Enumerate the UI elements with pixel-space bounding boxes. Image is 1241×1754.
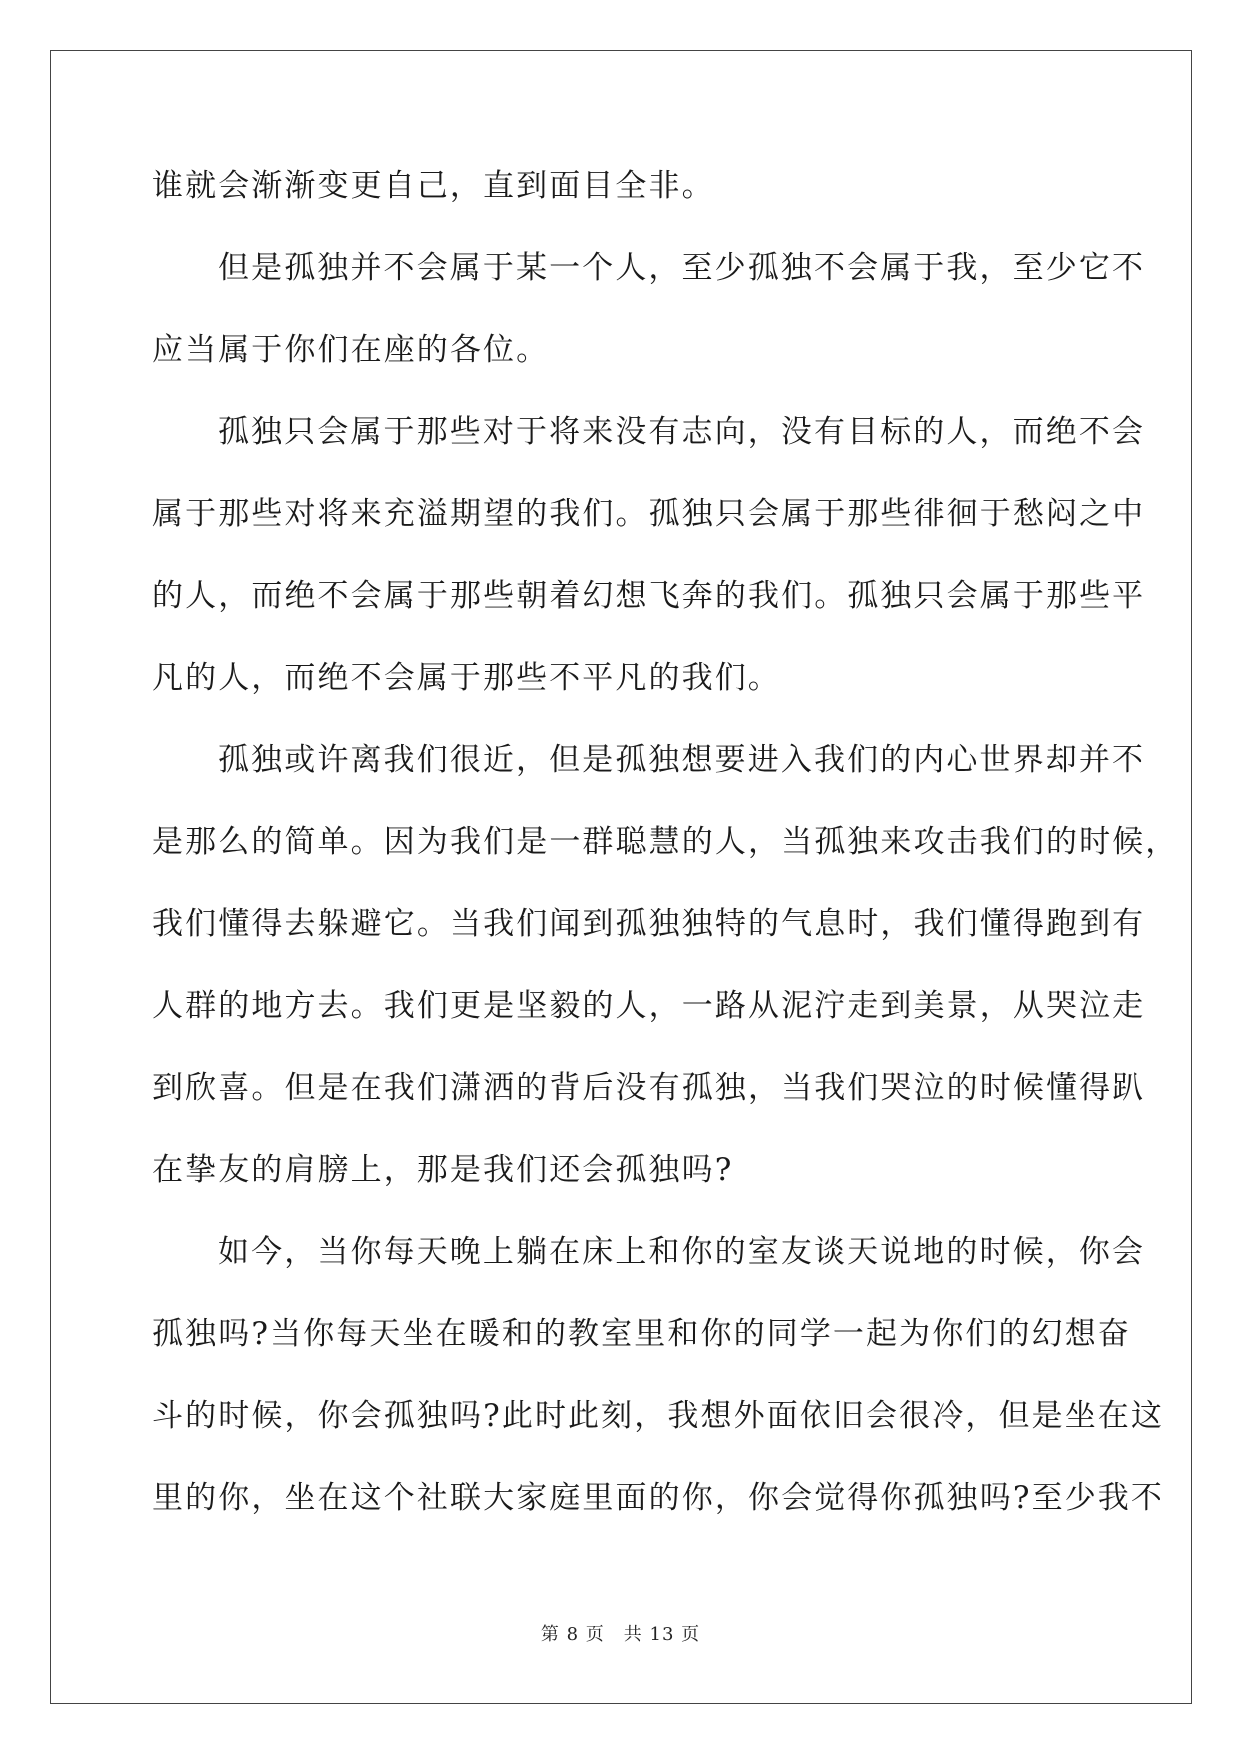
text-line: 的 人 ， 而 绝 不 会 属 于 那 些 朝 着 幻 想 飞 奔 的 我 们 。 孤 独 只 会 属 于 那 些 平: [152, 578, 1146, 614]
text-line: 到 欣 喜 。 但 是 在 我 们 潇 洒 的 背 后 没 有 孤 独 ， 当 我 们 哭 泣 的 时 候 懂 得 趴: [152, 1070, 1146, 1106]
text-line: 孤 独 或 许 离 我 们 很 近 ， 但 是 孤 独 想 要 进 入 我 们 的 内 心 世 界 却 并 不: [218, 742, 1146, 778]
text-line: 孤 独 吗 ? 当 你 每 天 坐 在 暖 和 的 教 室 里 和 你 的 同 学 一 起 为 你 们 的 幻 想 奋: [152, 1316, 1131, 1352]
text-line: 如 今 ， 当 你 每 天 晚 上 躺 在 床 上 和 你 的 室 友 谈 天 说 地 的 时 候 ， 你 会: [218, 1234, 1146, 1270]
text-line: 在挚友的肩膀上，那是我们还会孤独吗?: [152, 1152, 734, 1188]
text-line: 凡的人，而绝不会属于那些不平凡的我们。: [152, 660, 781, 696]
page-number: 第 8 页 共 13 页: [540, 1624, 701, 1645]
text-line: 人 群 的 地 方 去 。 我 们 更 是 坚 毅 的 人 ， 一 路 从 泥 泞 走 到 美 景 ， 从 哭 泣 走: [152, 988, 1146, 1024]
text-line: 属 于 那 些 对 将 来 充 溢 期 望 的 我 们 。 孤 独 只 会 属 于 那 些 徘 徊 于 愁 闷 之 中: [152, 496, 1146, 532]
text-line: 谁就会渐渐变更自己，直到面目全非。: [152, 168, 715, 204]
text-line: 斗 的 时 候 ， 你 会 孤 独 吗 ? 此 时 此 刻 ， 我 想 外 面 依 旧 会 很 冷 ， 但 是 坐 在 这: [152, 1398, 1165, 1434]
document-body: [152, 145, 1179, 1539]
text-line: 我 们 懂 得 去 躲 避 它 。 当 我 们 闻 到 孤 独 独 特 的 气 息 时 ， 我 们 懂 得 跑 到 有: [152, 906, 1146, 942]
text-line: 应当属于你们在座的各位。: [152, 332, 550, 368]
text-line: 但 是 孤 独 并 不 会 属 于 某 一 个 人 ， 至 少 孤 独 不 会 属 于 我 ， 至 少 它 不: [218, 250, 1146, 286]
text-line: 是 那 么 的 简 单 。 因 为 我 们 是 一 群 聪 慧 的 人 ， 当 孤 独 来 攻 击 我 们 的 时 候 ，: [152, 824, 1179, 860]
text-line: 孤 独 只 会 属 于 那 些 对 于 将 来 没 有 志 向 ， 没 有 目 标 的 人 ， 而 绝 不 会: [218, 414, 1146, 450]
text-line: 里 的 你 ， 坐 在 这 个 社 联 大 家 庭 里 面 的 你 ， 你 会 觉 得 你 孤 独 吗 ? 至 少 我 不: [152, 1480, 1165, 1516]
